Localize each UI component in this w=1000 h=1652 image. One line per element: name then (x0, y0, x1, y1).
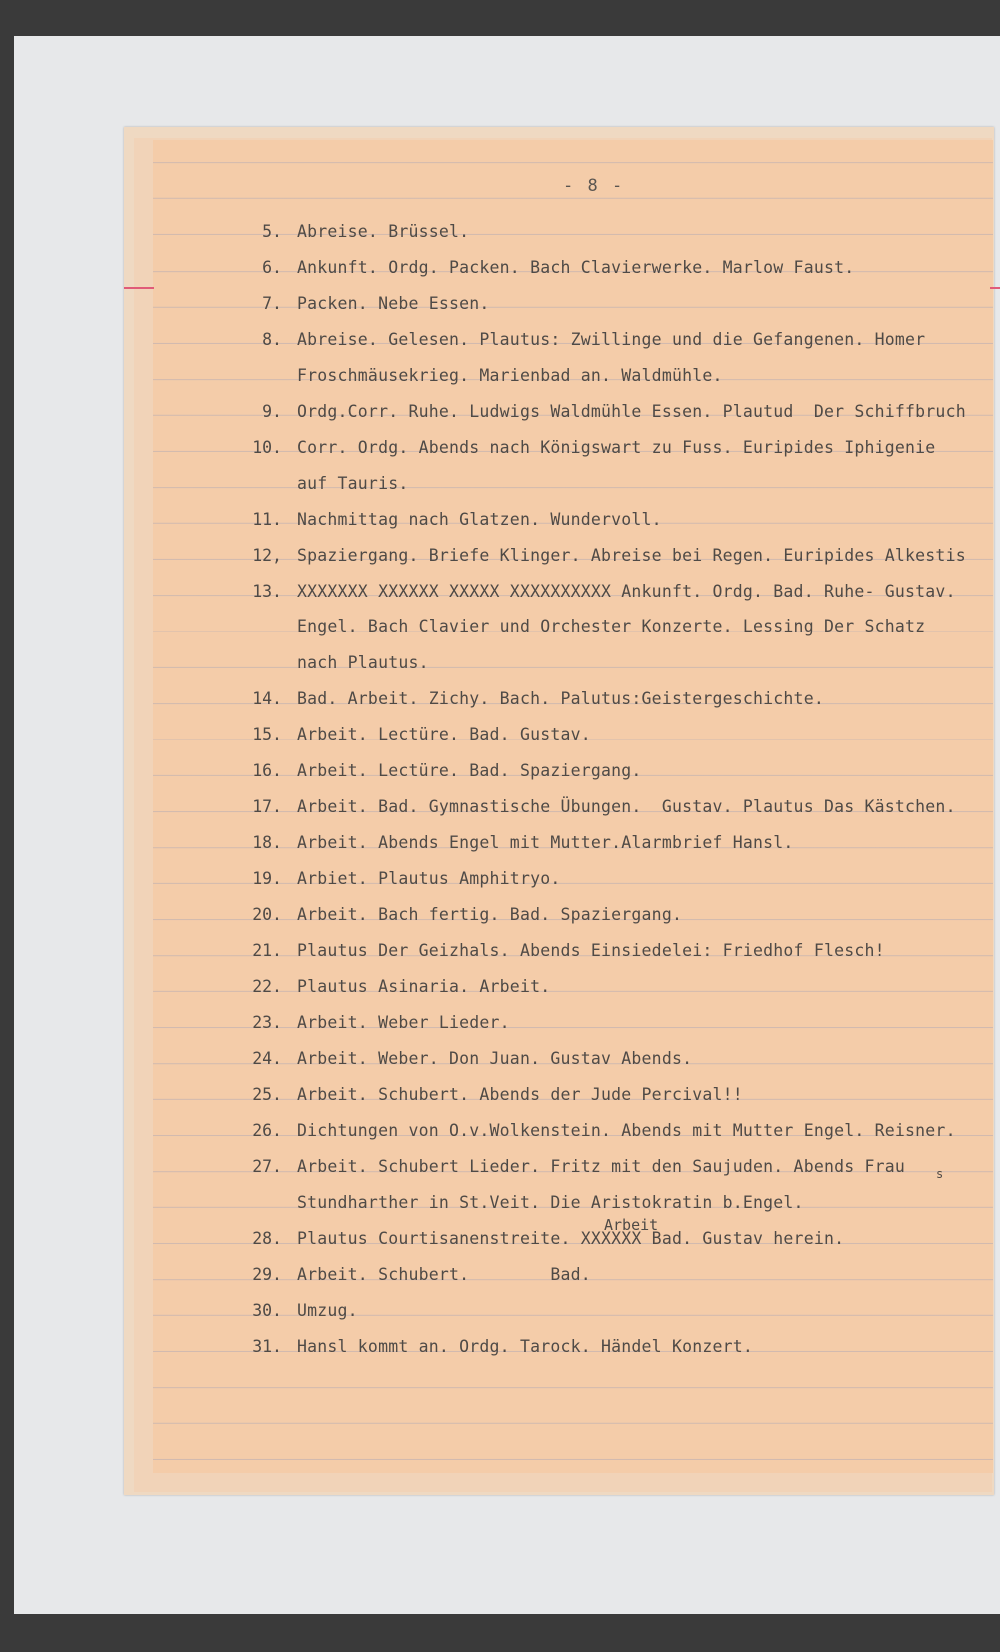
entry-day-number: 15. (252, 725, 282, 744)
red-margin-mark (124, 287, 154, 289)
entry-text: Abreise. Gelesen. Plautus: Zwillinge und die Gefangenen. Homer (297, 330, 926, 349)
entry-day-number: 5. (262, 222, 282, 241)
entry-text: Stundharther in St.Veit. Die Aristokratin b.Engel. (297, 1193, 804, 1212)
entry-day-number: 27. (252, 1157, 282, 1176)
page-number: - 8 - (563, 176, 625, 196)
entry-text: Arbiet. Plautus Amphitryo. (297, 869, 561, 888)
entry-day-number: 9. (262, 402, 282, 421)
entry-day-number: 7. (262, 294, 282, 313)
entry-day-number: 21. (252, 941, 282, 960)
entry-text: Arbeit. Schubert. Bad. (297, 1265, 591, 1284)
entry-text: Plautus Der Geizhals. Abends Einsiedelei: Friedhof Flesch! (297, 941, 885, 960)
entry-day-number: 10. (252, 438, 282, 457)
entry-text: Arbeit. Abends Engel mit Mutter.Alarmbrief Hansl. (297, 833, 794, 852)
entry-day-number: 23. (252, 1013, 282, 1032)
entry-day-number: 17. (252, 797, 282, 816)
entry-text: Arbeit. Bad. Gymnastische Übungen. Gustav. Plautus Das Kästchen. (297, 797, 956, 816)
margin-note: s (936, 1167, 944, 1181)
entry-text: Arbeit. Lectüre. Bad. Gustav. (297, 725, 591, 744)
entry-text: Nachmittag nach Glatzen. Wundervoll. (297, 510, 662, 529)
entry-text: Ordg.Corr. Ruhe. Ludwigs Waldmühle Essen. Plautud Der Schiffbruch (297, 402, 966, 421)
entry-text: Arbeit. Lectüre. Bad. Spaziergang. (297, 761, 642, 780)
entry-text: Engel. Bach Clavier und Orchester Konzerte. Lessing Der Schatz (297, 617, 926, 636)
entry-day-number: 11. (252, 510, 282, 529)
entry-day-number: 29. (252, 1265, 282, 1284)
entry-day-number: 28. (252, 1229, 282, 1248)
entry-text: Dichtungen von O.v.Wolkenstein. Abends mit Mutter Engel. Reisner. (297, 1121, 956, 1140)
entry-day-number: 31. (252, 1337, 282, 1356)
entry-text: Arbeit. Bach fertig. Bad. Spaziergang. (297, 905, 683, 924)
entry-day-number: 20. (252, 905, 282, 924)
entry-day-number: 18. (252, 833, 282, 852)
entry-day-number: 8. (262, 330, 282, 349)
entry-text: Arbeit. Weber Lieder. (297, 1013, 510, 1032)
entry-text: Arbeit. Weber. Don Juan. Gustav Abends. (297, 1049, 693, 1068)
entry-text: Arbeit. Schubert Lieder. Fritz mit den Saujuden. Abends Frau (297, 1157, 906, 1176)
entry-day-number: 26. (252, 1121, 282, 1140)
entry-text: Bad. Arbeit. Zichy. Bach. Palutus:Geistergeschichte. (297, 689, 824, 708)
entry-day-number: 30. (252, 1301, 282, 1320)
entry-text: auf Tauris. (297, 474, 409, 493)
entry-text: Hansl kommt an. Ordg. Tarock. Händel Konzert. (297, 1337, 754, 1356)
entry-day-number: 6. (262, 258, 282, 277)
interlinear-insertion: Arbeit (604, 1216, 659, 1234)
entry-day-number: 12, (252, 546, 282, 565)
entry-text: Arbeit. Schubert. Abends der Jude Percival!! (297, 1085, 743, 1104)
entry-day-number: 14. (252, 689, 282, 708)
entry-day-number: 13. (252, 582, 282, 601)
entry-text: Plautus Courtisanenstreite. XXXXXX Bad. Gustav herein. (297, 1229, 845, 1248)
entry-text: Umzug. (297, 1301, 358, 1320)
entry-day-number: 22. (252, 977, 282, 996)
entry-day-number: 16. (252, 761, 282, 780)
entry-text: Plautus Asinaria. Arbeit. (297, 977, 551, 996)
entry-text: Froschmäusekrieg. Marienbad an. Waldmühle. (297, 366, 723, 385)
entry-text: Spaziergang. Briefe Klinger. Abreise bei Regen. Euripides Alkestis (297, 546, 966, 565)
entry-text: Ankunft. Ordg. Packen. Bach Clavierwerke. Marlow Faust. (297, 258, 855, 277)
entry-text: Packen. Nebe Essen. (297, 294, 490, 313)
entry-day-number: 25. (252, 1085, 282, 1104)
entry-text: XXXXXXX XXXXXX XXXXX XXXXXXXXXX Ankunft. Ordg. Bad. Ruhe- Gustav. (297, 582, 956, 601)
entry-text: Abreise. Brüssel. (297, 222, 470, 241)
entry-text: Corr. Ordg. Abends nach Königswart zu Fuss. Euripides Iphigenie (297, 438, 936, 457)
entry-day-number: 19. (252, 869, 282, 888)
red-margin-mark (990, 287, 1000, 289)
entry-text: nach Plautus. (297, 653, 429, 672)
entry-day-number: 24. (252, 1049, 282, 1068)
